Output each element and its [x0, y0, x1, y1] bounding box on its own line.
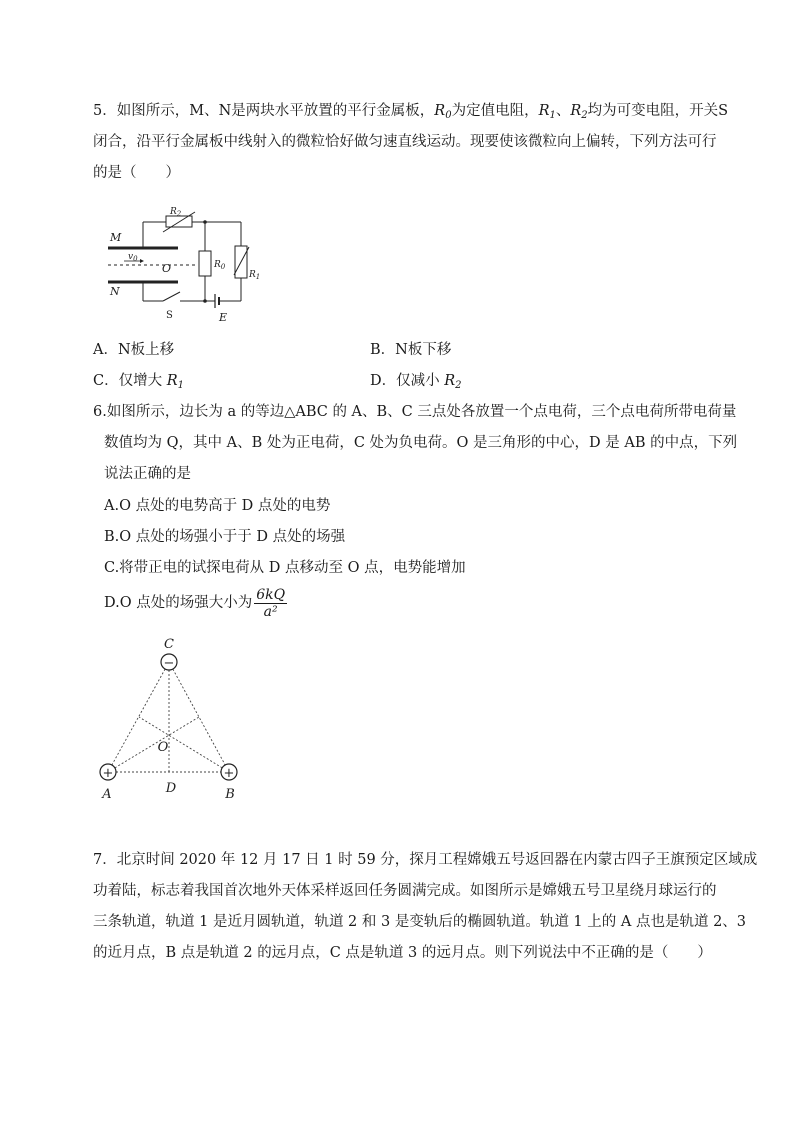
q6-option-a: A.O 点处的电势高于 D 点处的电势 — [104, 498, 331, 514]
label-d: D — [165, 781, 177, 796]
label-c: C — [164, 637, 174, 652]
q5-sep: 、 — [555, 103, 571, 119]
q5-r2-sub: 2 — [581, 110, 588, 121]
q5-line-1 — [93, 101, 728, 126]
q5-line-3: 的是（ ） — [93, 165, 180, 181]
label-r2: $R_2$ — [170, 207, 182, 218]
q5-r1-sub: 1 — [549, 110, 556, 121]
label-e: E — [219, 311, 228, 324]
q5-option-c: C．仅增大 $R_1$ — [93, 373, 185, 391]
q6-option-c: C.将带正电的试探电荷从 D 点移动至 O 点，电势能增加 — [104, 560, 466, 576]
label-n: N — [110, 285, 120, 298]
q6-triangle-diagram — [92, 632, 252, 804]
q5-option-b: B．N板下移 — [370, 342, 452, 358]
q5-line-2: 闭合，沿平行金属板中线射入的微粒恰好做匀速直线运动。现要使该微粒向上偏转，下列方法可行 — [93, 134, 717, 150]
label-o: O — [162, 262, 172, 275]
q7-line-2: 功着陆，标志着我国首次地外天体采样返回任务圆满完成。如图所示是嫦娥五号卫星绕月球运行的 — [93, 883, 717, 899]
q5-text-2: 为定值电阻， — [451, 103, 539, 119]
minus-sign: − — [163, 656, 175, 671]
label-r0: $R_0$ — [214, 260, 226, 271]
q6-option-d-text: D.O 点处的场强大小为 — [104, 595, 253, 611]
label-a: A — [102, 787, 112, 802]
q5-text-3: 均为可变电阻，开关S — [587, 103, 729, 119]
q7-line-4: 的近月点，B 点是轨道 2 的远月点，C 点是轨道 3 的远月点。则下列说法中不正确的是（ ） — [93, 945, 712, 961]
q6-fraction: $\frac{6kQ}{\text{a²}}$ — [256, 586, 286, 620]
q6-line-3: 说法正确的是 — [104, 466, 191, 482]
q5-circuit-diagram — [108, 200, 278, 325]
label-s: S — [166, 310, 173, 321]
q5-option-d: D．仅减小 $R_2$ — [370, 373, 462, 391]
plus-sign-b: + — [223, 766, 235, 781]
q5-r0-sub: 0 — [445, 110, 452, 121]
q6-line-2: 数值均为 Q，其中 A、B 处为正电荷，C 处为负电荷。O 是三角形的中心，D 是 AB 的中点，下列 — [104, 435, 738, 451]
q6-line-1: 6.如图所示，边长为 a 的等边△ABC 的 A、B、C 三点处各放置一个点电荷，三个点电荷所带电荷量 — [93, 404, 737, 420]
q5-r2: R — [570, 103, 582, 119]
label-b: B — [225, 787, 235, 802]
label-m: M — [110, 231, 122, 244]
switch-s — [163, 292, 180, 301]
q6-option-d — [104, 586, 287, 620]
q5-r0: R — [434, 103, 446, 119]
q5-number: 5． — [93, 103, 117, 119]
q7-line-1: 7．北京时间 2020 年 12 月 17 日 1 时 59 分，探月工程嫦娥五号返回器在内蒙古四子王旗预定区域成 — [93, 852, 758, 868]
q5-text-1: 如图所示，M、N是两块水平放置的平行金属板， — [116, 103, 435, 119]
label-r1: $R_1$ — [249, 270, 261, 281]
q7-line-3: 三条轨道，轨道 1 是近月圆轨道，轨道 2 和 3 是变轨后的椭圆轨道。轨道 1 上的 A 点也是轨道 2、3 — [93, 914, 747, 930]
q5-r1: R — [538, 103, 550, 119]
label-o: O — [157, 740, 169, 755]
r0-resistor — [199, 251, 211, 276]
q5-option-a: A．N板上移 — [93, 342, 175, 358]
q6-option-b: B.O 点处的场强小于于 D 点处的场强 — [104, 529, 346, 545]
label-v0: $v_0$ — [128, 252, 138, 263]
plus-sign-a: + — [102, 766, 114, 781]
